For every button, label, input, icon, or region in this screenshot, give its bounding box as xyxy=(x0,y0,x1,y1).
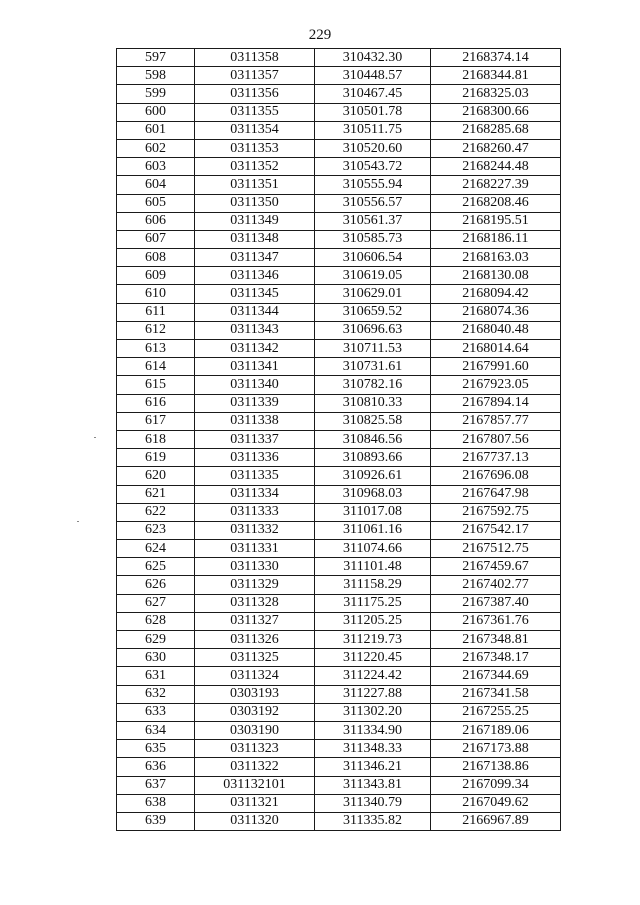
row-number-cell: 602 xyxy=(117,139,195,157)
x-coordinate-cell: 310659.52 xyxy=(315,303,431,321)
x-coordinate-cell: 311158.29 xyxy=(315,576,431,594)
row-number-cell: 603 xyxy=(117,158,195,176)
point-id-cell: 0311349 xyxy=(195,212,315,230)
y-coordinate-cell: 2167099.34 xyxy=(431,776,561,794)
table-row xyxy=(117,176,561,194)
x-coordinate-cell: 311220.45 xyxy=(315,649,431,667)
point-id-cell: 0311345 xyxy=(195,285,315,303)
table-row xyxy=(117,321,561,339)
table-row xyxy=(117,667,561,685)
table-row xyxy=(117,285,561,303)
table-row xyxy=(117,794,561,812)
x-coordinate-cell: 311074.66 xyxy=(315,540,431,558)
x-coordinate-cell: 310448.57 xyxy=(315,67,431,85)
x-coordinate-cell: 311348.33 xyxy=(315,740,431,758)
x-coordinate-cell: 311205.25 xyxy=(315,612,431,630)
x-coordinate-cell: 311346.21 xyxy=(315,758,431,776)
y-coordinate-cell: 2168195.51 xyxy=(431,212,561,230)
page-number: 229 xyxy=(308,27,332,43)
y-coordinate-cell: 2167348.17 xyxy=(431,649,561,667)
x-coordinate-cell: 310810.33 xyxy=(315,394,431,412)
point-id-cell: 0311335 xyxy=(195,467,315,485)
point-id-cell: 0311357 xyxy=(195,67,315,85)
table-row xyxy=(117,631,561,649)
point-id-cell: 0311330 xyxy=(195,558,315,576)
row-number-cell: 608 xyxy=(117,249,195,267)
point-id-cell: 0311331 xyxy=(195,540,315,558)
point-id-cell: 0311350 xyxy=(195,194,315,212)
point-id-cell: 0311323 xyxy=(195,740,315,758)
table-row xyxy=(117,303,561,321)
x-coordinate-cell: 311340.79 xyxy=(315,794,431,812)
x-coordinate-cell: 310926.61 xyxy=(315,467,431,485)
x-coordinate-cell: 310467.45 xyxy=(315,85,431,103)
x-coordinate-cell: 310731.61 xyxy=(315,358,431,376)
x-coordinate-cell: 310543.72 xyxy=(315,158,431,176)
row-number-cell: 616 xyxy=(117,394,195,412)
x-coordinate-cell: 310561.37 xyxy=(315,212,431,230)
point-id-cell: 0311341 xyxy=(195,358,315,376)
y-coordinate-cell: 2167402.77 xyxy=(431,576,561,594)
x-coordinate-cell: 310782.16 xyxy=(315,376,431,394)
table-row xyxy=(117,449,561,467)
x-coordinate-cell: 310556.57 xyxy=(315,194,431,212)
table-row xyxy=(117,721,561,739)
y-coordinate-cell: 2168325.03 xyxy=(431,85,561,103)
y-coordinate-cell: 2167592.75 xyxy=(431,503,561,521)
x-coordinate-cell: 310629.01 xyxy=(315,285,431,303)
y-coordinate-cell: 2168208.46 xyxy=(431,194,561,212)
point-id-cell: 0311354 xyxy=(195,121,315,139)
x-coordinate-cell: 310711.53 xyxy=(315,340,431,358)
y-coordinate-cell: 2167512.75 xyxy=(431,540,561,558)
row-number-cell: 614 xyxy=(117,358,195,376)
y-coordinate-cell: 2167807.56 xyxy=(431,430,561,448)
table-row xyxy=(117,540,561,558)
y-coordinate-cell: 2168186.11 xyxy=(431,230,561,248)
y-coordinate-cell: 2168074.36 xyxy=(431,303,561,321)
point-id-cell: 0311339 xyxy=(195,394,315,412)
point-id-cell: 0311340 xyxy=(195,376,315,394)
x-coordinate-cell: 311219.73 xyxy=(315,631,431,649)
point-id-cell: 0311338 xyxy=(195,412,315,430)
x-coordinate-cell: 310825.58 xyxy=(315,412,431,430)
y-coordinate-cell: 2168227.39 xyxy=(431,176,561,194)
table-row xyxy=(117,521,561,539)
scan-speck xyxy=(94,437,96,438)
y-coordinate-cell: 2168374.14 xyxy=(431,49,561,67)
row-number-cell: 627 xyxy=(117,594,195,612)
table-row xyxy=(117,267,561,285)
row-number-cell: 629 xyxy=(117,631,195,649)
table-row xyxy=(117,649,561,667)
table-row xyxy=(117,503,561,521)
point-id-cell: 0311333 xyxy=(195,503,315,521)
table-row xyxy=(117,49,561,67)
y-coordinate-cell: 2168094.42 xyxy=(431,285,561,303)
table-row xyxy=(117,230,561,248)
row-number-cell: 639 xyxy=(117,812,195,830)
y-coordinate-cell: 2168130.08 xyxy=(431,267,561,285)
table-row xyxy=(117,194,561,212)
table-row xyxy=(117,576,561,594)
x-coordinate-cell: 311017.08 xyxy=(315,503,431,521)
x-coordinate-cell: 311175.25 xyxy=(315,594,431,612)
row-number-cell: 606 xyxy=(117,212,195,230)
table-row xyxy=(117,485,561,503)
table-row xyxy=(117,103,561,121)
x-coordinate-cell: 311335.82 xyxy=(315,812,431,830)
row-number-cell: 618 xyxy=(117,430,195,448)
y-coordinate-cell: 2168285.68 xyxy=(431,121,561,139)
y-coordinate-cell: 2168260.47 xyxy=(431,139,561,157)
y-coordinate-cell: 2168040.48 xyxy=(431,321,561,339)
point-id-cell: 0311325 xyxy=(195,649,315,667)
table-row xyxy=(117,67,561,85)
row-number-cell: 626 xyxy=(117,576,195,594)
scan-speck xyxy=(77,521,79,522)
table-row xyxy=(117,430,561,448)
table-row xyxy=(117,412,561,430)
y-coordinate-cell: 2167387.40 xyxy=(431,594,561,612)
x-coordinate-cell: 310520.60 xyxy=(315,139,431,157)
y-coordinate-cell: 2168244.48 xyxy=(431,158,561,176)
point-id-cell: 0311342 xyxy=(195,340,315,358)
point-id-cell: 0303193 xyxy=(195,685,315,703)
table-row xyxy=(117,467,561,485)
point-id-cell: 0311351 xyxy=(195,176,315,194)
table-row xyxy=(117,812,561,830)
y-coordinate-cell: 2167348.81 xyxy=(431,631,561,649)
y-coordinate-cell: 2167923.05 xyxy=(431,376,561,394)
x-coordinate-cell: 310432.30 xyxy=(315,49,431,67)
point-id-cell: 0311326 xyxy=(195,631,315,649)
y-coordinate-cell: 2168163.03 xyxy=(431,249,561,267)
y-coordinate-cell: 2167857.77 xyxy=(431,412,561,430)
row-number-cell: 599 xyxy=(117,85,195,103)
point-id-cell: 0311358 xyxy=(195,49,315,67)
table-row xyxy=(117,685,561,703)
row-number-cell: 625 xyxy=(117,558,195,576)
y-coordinate-cell: 2168344.81 xyxy=(431,67,561,85)
coordinates-table xyxy=(116,48,561,831)
table-row xyxy=(117,212,561,230)
point-id-cell: 0311353 xyxy=(195,139,315,157)
row-number-cell: 601 xyxy=(117,121,195,139)
row-number-cell: 623 xyxy=(117,521,195,539)
row-number-cell: 611 xyxy=(117,303,195,321)
row-number-cell: 609 xyxy=(117,267,195,285)
y-coordinate-cell: 2167361.76 xyxy=(431,612,561,630)
table-row xyxy=(117,139,561,157)
y-coordinate-cell: 2167255.25 xyxy=(431,703,561,721)
y-coordinate-cell: 2167459.67 xyxy=(431,558,561,576)
row-number-cell: 638 xyxy=(117,794,195,812)
table-row xyxy=(117,158,561,176)
point-id-cell: 0311356 xyxy=(195,85,315,103)
table-body xyxy=(117,49,561,831)
y-coordinate-cell: 2167737.13 xyxy=(431,449,561,467)
point-id-cell: 0311347 xyxy=(195,249,315,267)
row-number-cell: 631 xyxy=(117,667,195,685)
y-coordinate-cell: 2168300.66 xyxy=(431,103,561,121)
row-number-cell: 637 xyxy=(117,776,195,794)
row-number-cell: 597 xyxy=(117,49,195,67)
row-number-cell: 624 xyxy=(117,540,195,558)
row-number-cell: 607 xyxy=(117,230,195,248)
row-number-cell: 632 xyxy=(117,685,195,703)
table-row xyxy=(117,758,561,776)
point-id-cell: 0311337 xyxy=(195,430,315,448)
point-id-cell: 031132101 xyxy=(195,776,315,794)
row-number-cell: 622 xyxy=(117,503,195,521)
table-row xyxy=(117,394,561,412)
y-coordinate-cell: 2168014.64 xyxy=(431,340,561,358)
x-coordinate-cell: 310585.73 xyxy=(315,230,431,248)
row-number-cell: 619 xyxy=(117,449,195,467)
x-coordinate-cell: 310511.75 xyxy=(315,121,431,139)
y-coordinate-cell: 2167542.17 xyxy=(431,521,561,539)
row-number-cell: 635 xyxy=(117,740,195,758)
point-id-cell: 0311320 xyxy=(195,812,315,830)
row-number-cell: 598 xyxy=(117,67,195,85)
y-coordinate-cell: 2167894.14 xyxy=(431,394,561,412)
point-id-cell: 0311327 xyxy=(195,612,315,630)
row-number-cell: 605 xyxy=(117,194,195,212)
x-coordinate-cell: 310619.05 xyxy=(315,267,431,285)
point-id-cell: 0311344 xyxy=(195,303,315,321)
row-number-cell: 621 xyxy=(117,485,195,503)
row-number-cell: 615 xyxy=(117,376,195,394)
y-coordinate-cell: 2167647.98 xyxy=(431,485,561,503)
x-coordinate-cell: 310968.03 xyxy=(315,485,431,503)
row-number-cell: 604 xyxy=(117,176,195,194)
y-coordinate-cell: 2167991.60 xyxy=(431,358,561,376)
row-number-cell: 620 xyxy=(117,467,195,485)
table-row xyxy=(117,594,561,612)
row-number-cell: 612 xyxy=(117,321,195,339)
table-row xyxy=(117,740,561,758)
x-coordinate-cell: 310555.94 xyxy=(315,176,431,194)
point-id-cell: 0311348 xyxy=(195,230,315,248)
x-coordinate-cell: 310846.56 xyxy=(315,430,431,448)
row-number-cell: 613 xyxy=(117,340,195,358)
x-coordinate-cell: 311334.90 xyxy=(315,721,431,739)
point-id-cell: 0311343 xyxy=(195,321,315,339)
row-number-cell: 636 xyxy=(117,758,195,776)
row-number-cell: 628 xyxy=(117,612,195,630)
table-row xyxy=(117,340,561,358)
x-coordinate-cell: 311302.20 xyxy=(315,703,431,721)
table-row xyxy=(117,703,561,721)
point-id-cell: 0311328 xyxy=(195,594,315,612)
table-row xyxy=(117,358,561,376)
y-coordinate-cell: 2167138.86 xyxy=(431,758,561,776)
x-coordinate-cell: 311061.16 xyxy=(315,521,431,539)
x-coordinate-cell: 311227.88 xyxy=(315,685,431,703)
point-id-cell: 0311332 xyxy=(195,521,315,539)
point-id-cell: 0311329 xyxy=(195,576,315,594)
point-id-cell: 0311346 xyxy=(195,267,315,285)
y-coordinate-cell: 2167173.88 xyxy=(431,740,561,758)
point-id-cell: 0311322 xyxy=(195,758,315,776)
x-coordinate-cell: 311343.81 xyxy=(315,776,431,794)
row-number-cell: 634 xyxy=(117,721,195,739)
y-coordinate-cell: 2167696.08 xyxy=(431,467,561,485)
table-row xyxy=(117,249,561,267)
row-number-cell: 633 xyxy=(117,703,195,721)
row-number-cell: 610 xyxy=(117,285,195,303)
row-number-cell: 600 xyxy=(117,103,195,121)
y-coordinate-cell: 2167189.06 xyxy=(431,721,561,739)
row-number-cell: 630 xyxy=(117,649,195,667)
point-id-cell: 0311321 xyxy=(195,794,315,812)
point-id-cell: 0303192 xyxy=(195,703,315,721)
x-coordinate-cell: 310606.54 xyxy=(315,249,431,267)
point-id-cell: 0311324 xyxy=(195,667,315,685)
point-id-cell: 0311336 xyxy=(195,449,315,467)
point-id-cell: 0311352 xyxy=(195,158,315,176)
y-coordinate-cell: 2166967.89 xyxy=(431,812,561,830)
x-coordinate-cell: 310696.63 xyxy=(315,321,431,339)
table-row xyxy=(117,85,561,103)
table-row xyxy=(117,558,561,576)
point-id-cell: 0311334 xyxy=(195,485,315,503)
point-id-cell: 0311355 xyxy=(195,103,315,121)
point-id-cell: 0303190 xyxy=(195,721,315,739)
y-coordinate-cell: 2167344.69 xyxy=(431,667,561,685)
y-coordinate-cell: 2167049.62 xyxy=(431,794,561,812)
table-row xyxy=(117,776,561,794)
x-coordinate-cell: 311101.48 xyxy=(315,558,431,576)
x-coordinate-cell: 310893.66 xyxy=(315,449,431,467)
table-row xyxy=(117,612,561,630)
table-row xyxy=(117,121,561,139)
table-row xyxy=(117,376,561,394)
row-number-cell: 617 xyxy=(117,412,195,430)
y-coordinate-cell: 2167341.58 xyxy=(431,685,561,703)
x-coordinate-cell: 310501.78 xyxy=(315,103,431,121)
x-coordinate-cell: 311224.42 xyxy=(315,667,431,685)
